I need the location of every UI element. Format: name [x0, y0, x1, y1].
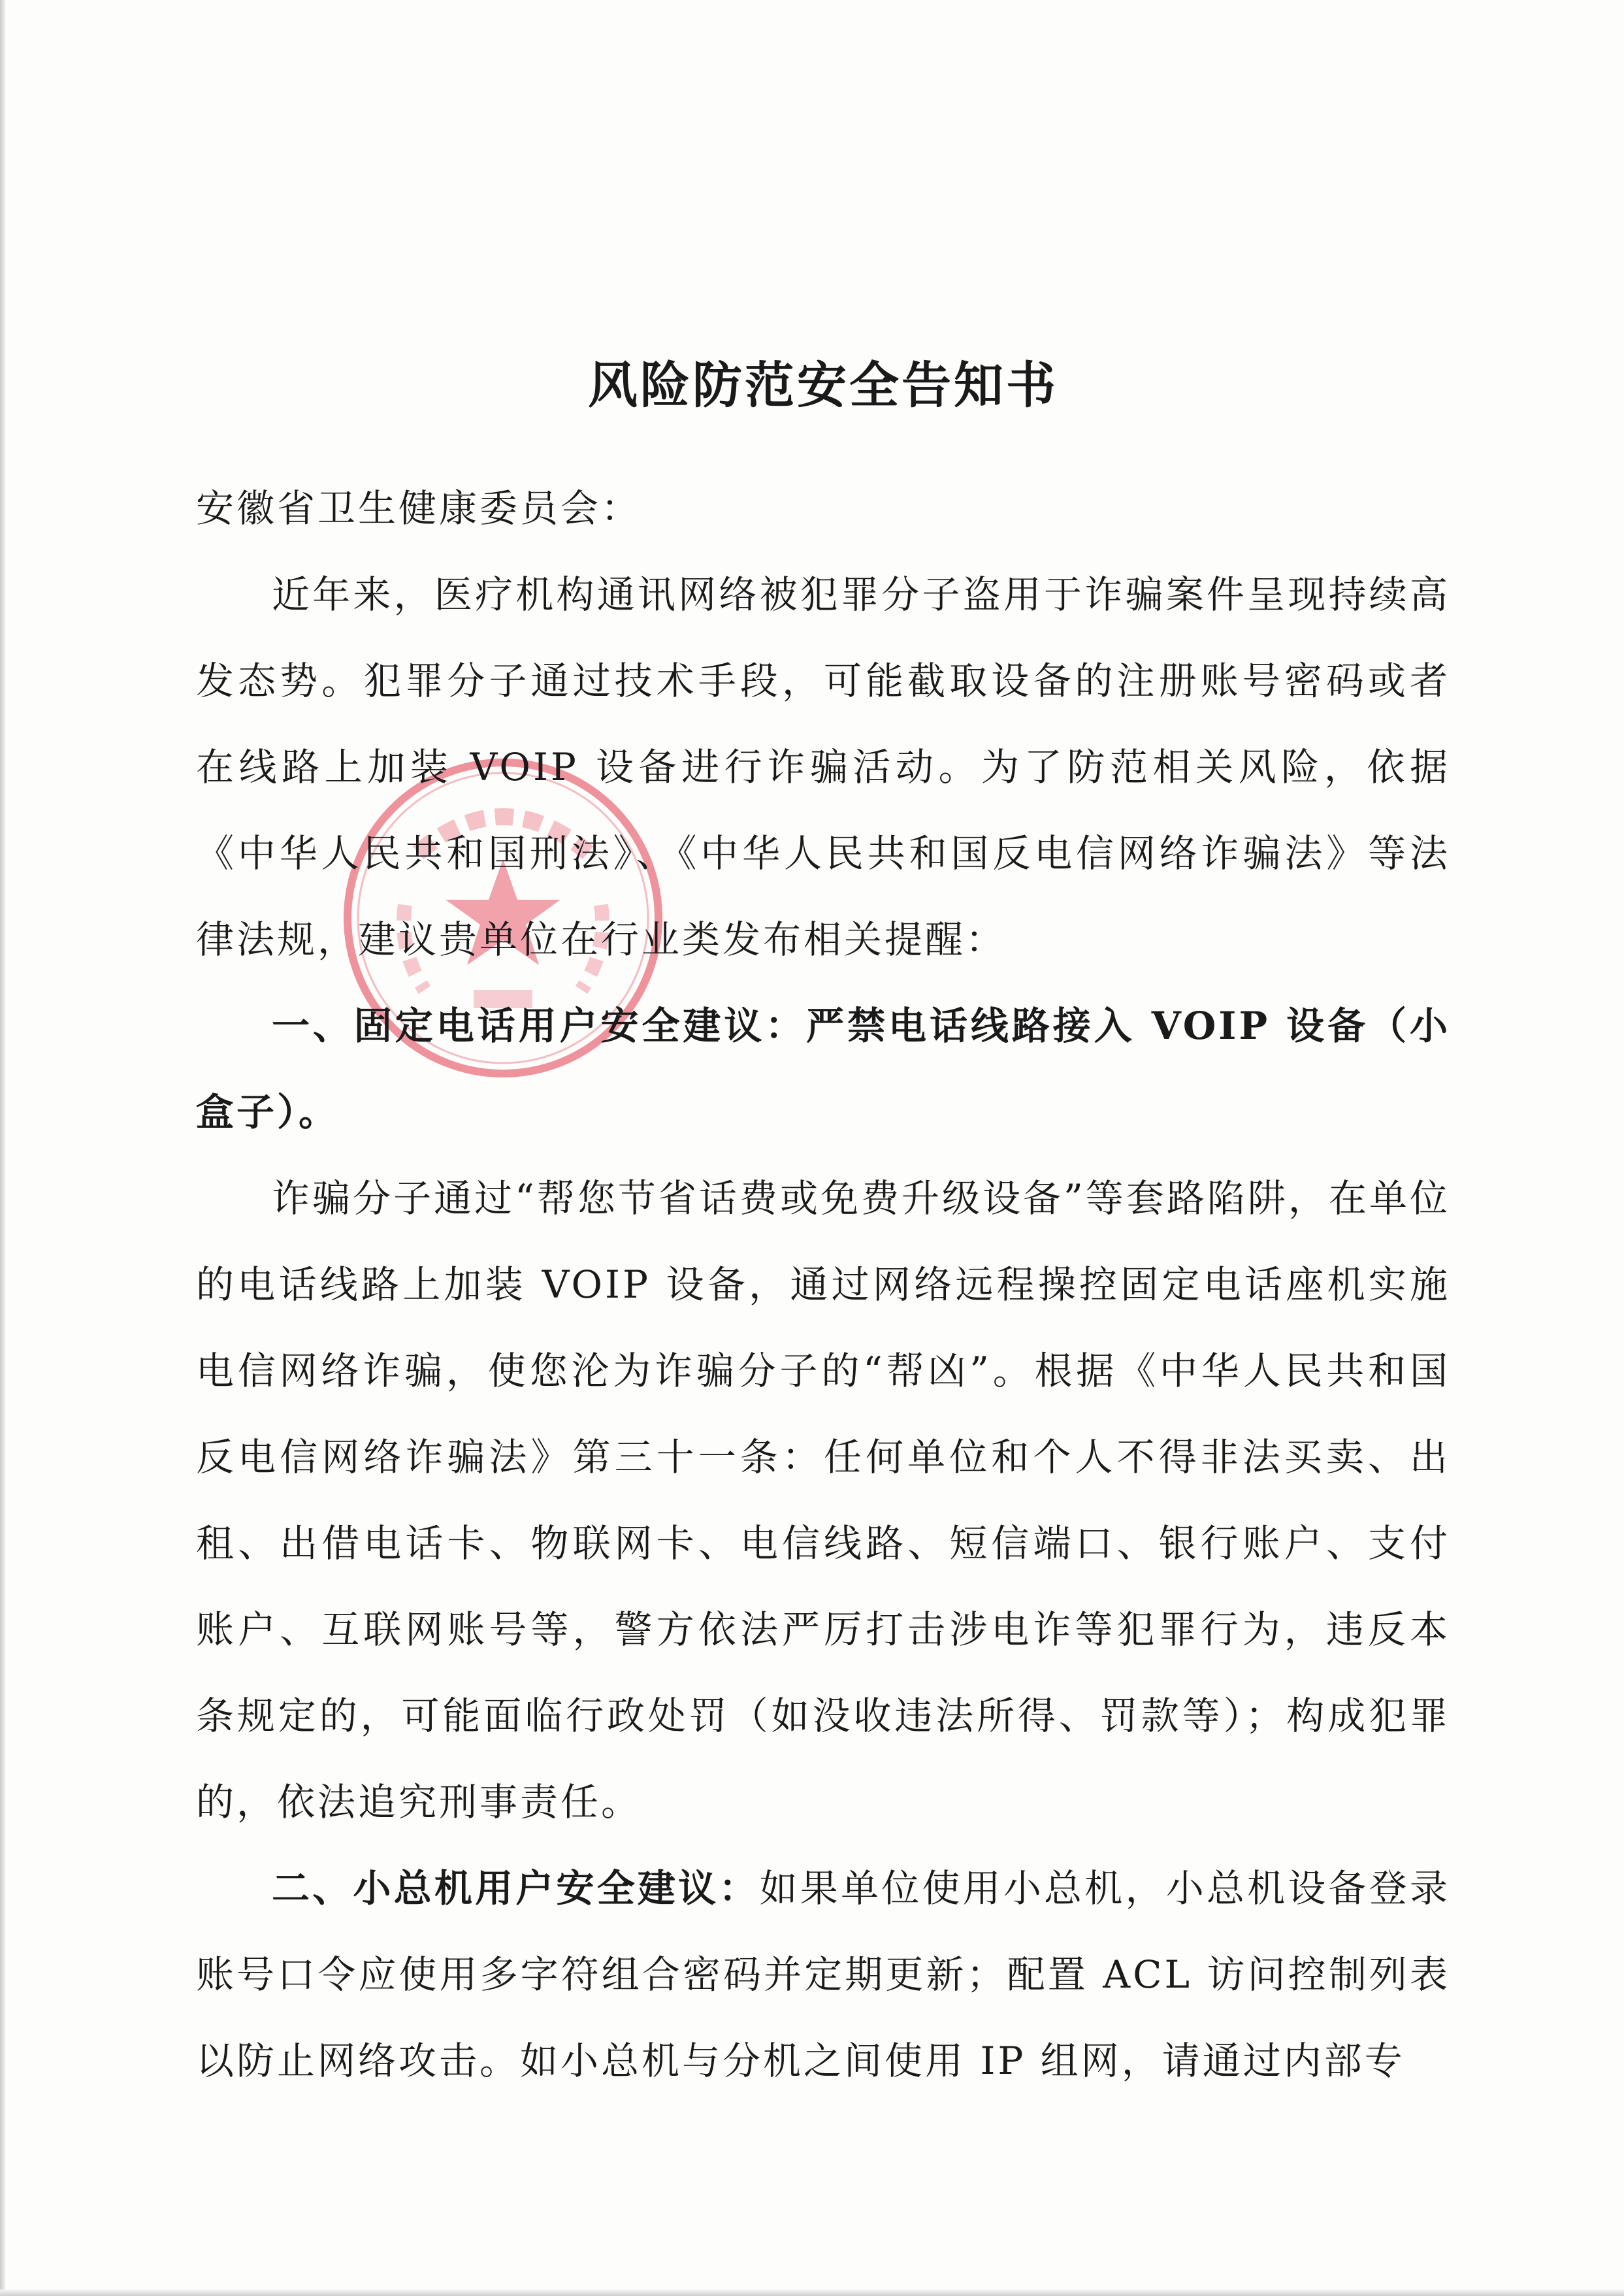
document-title: 风险防范安全告知书	[588, 356, 1058, 414]
paragraph-section-1	[196, 1155, 1450, 1845]
scan-edge	[0, 0, 5, 2296]
document-body	[196, 340, 1450, 2104]
scan-edge	[0, 2289, 1624, 2296]
paragraph-text: 近年来，医疗机构通讯网络被犯罪分子盗用于诈骗案件呈现持续高发态势。犯罪分子通过技术手段，可能截取设备的注册账号密码或者在线路上加装 VOIP 设备进行诈骗活动。为了防范相关风险，依据《中华人民共和国刑法》、《中华人民共和国反电信网络诈骗法》等法律法规，建议贵单位在行业类发布相关提醒：	[196, 572, 1450, 962]
paragraph-intro	[196, 551, 1450, 983]
paragraph-text: 如果单位使用小总机，小总机设备登录账号口令应使用多字符组合密码并定期更新；配置 ACL 访问控制列表以防止网络攻击。如小总机与分机之间使用 IP 组网，请通过内部专	[196, 1866, 1450, 2083]
section-heading-1	[196, 983, 1450, 1155]
salutation: 安徽省卫生健康委员会：	[196, 486, 642, 531]
paragraph-section-2	[196, 1845, 1450, 2104]
section-heading-text: 一、固定电话用户安全建议：严禁电话线路接入 VOIP 设备（小盒子）。	[196, 1004, 1450, 1134]
paragraph-text: 诈骗分子通过“帮您节省话费或免费升级设备”等套路陷阱，在单位的电话线路上加装 VOIP 设备，通过网络远程操控固定电话座机实施电信网络诈骗，使您沦为诈骗分子的“帮凶”。根据《中华人民共和国反电信网络诈骗法》第三十一条：任何单位和个人不得非法买卖、出租、出借电话卡、物联网卡、电信线路、短信端口、银行账户、支付账户、互联网账号等，警方依法严厉打击涉电诈等犯罪行为，违反本条规定的，可能面临行政处罚（如没收违法所得、罚款等）；构成犯罪的，依法追究刑事责任。	[196, 1176, 1450, 1824]
section-heading-text: 二、小总机用户安全建议：	[272, 1866, 760, 1911]
